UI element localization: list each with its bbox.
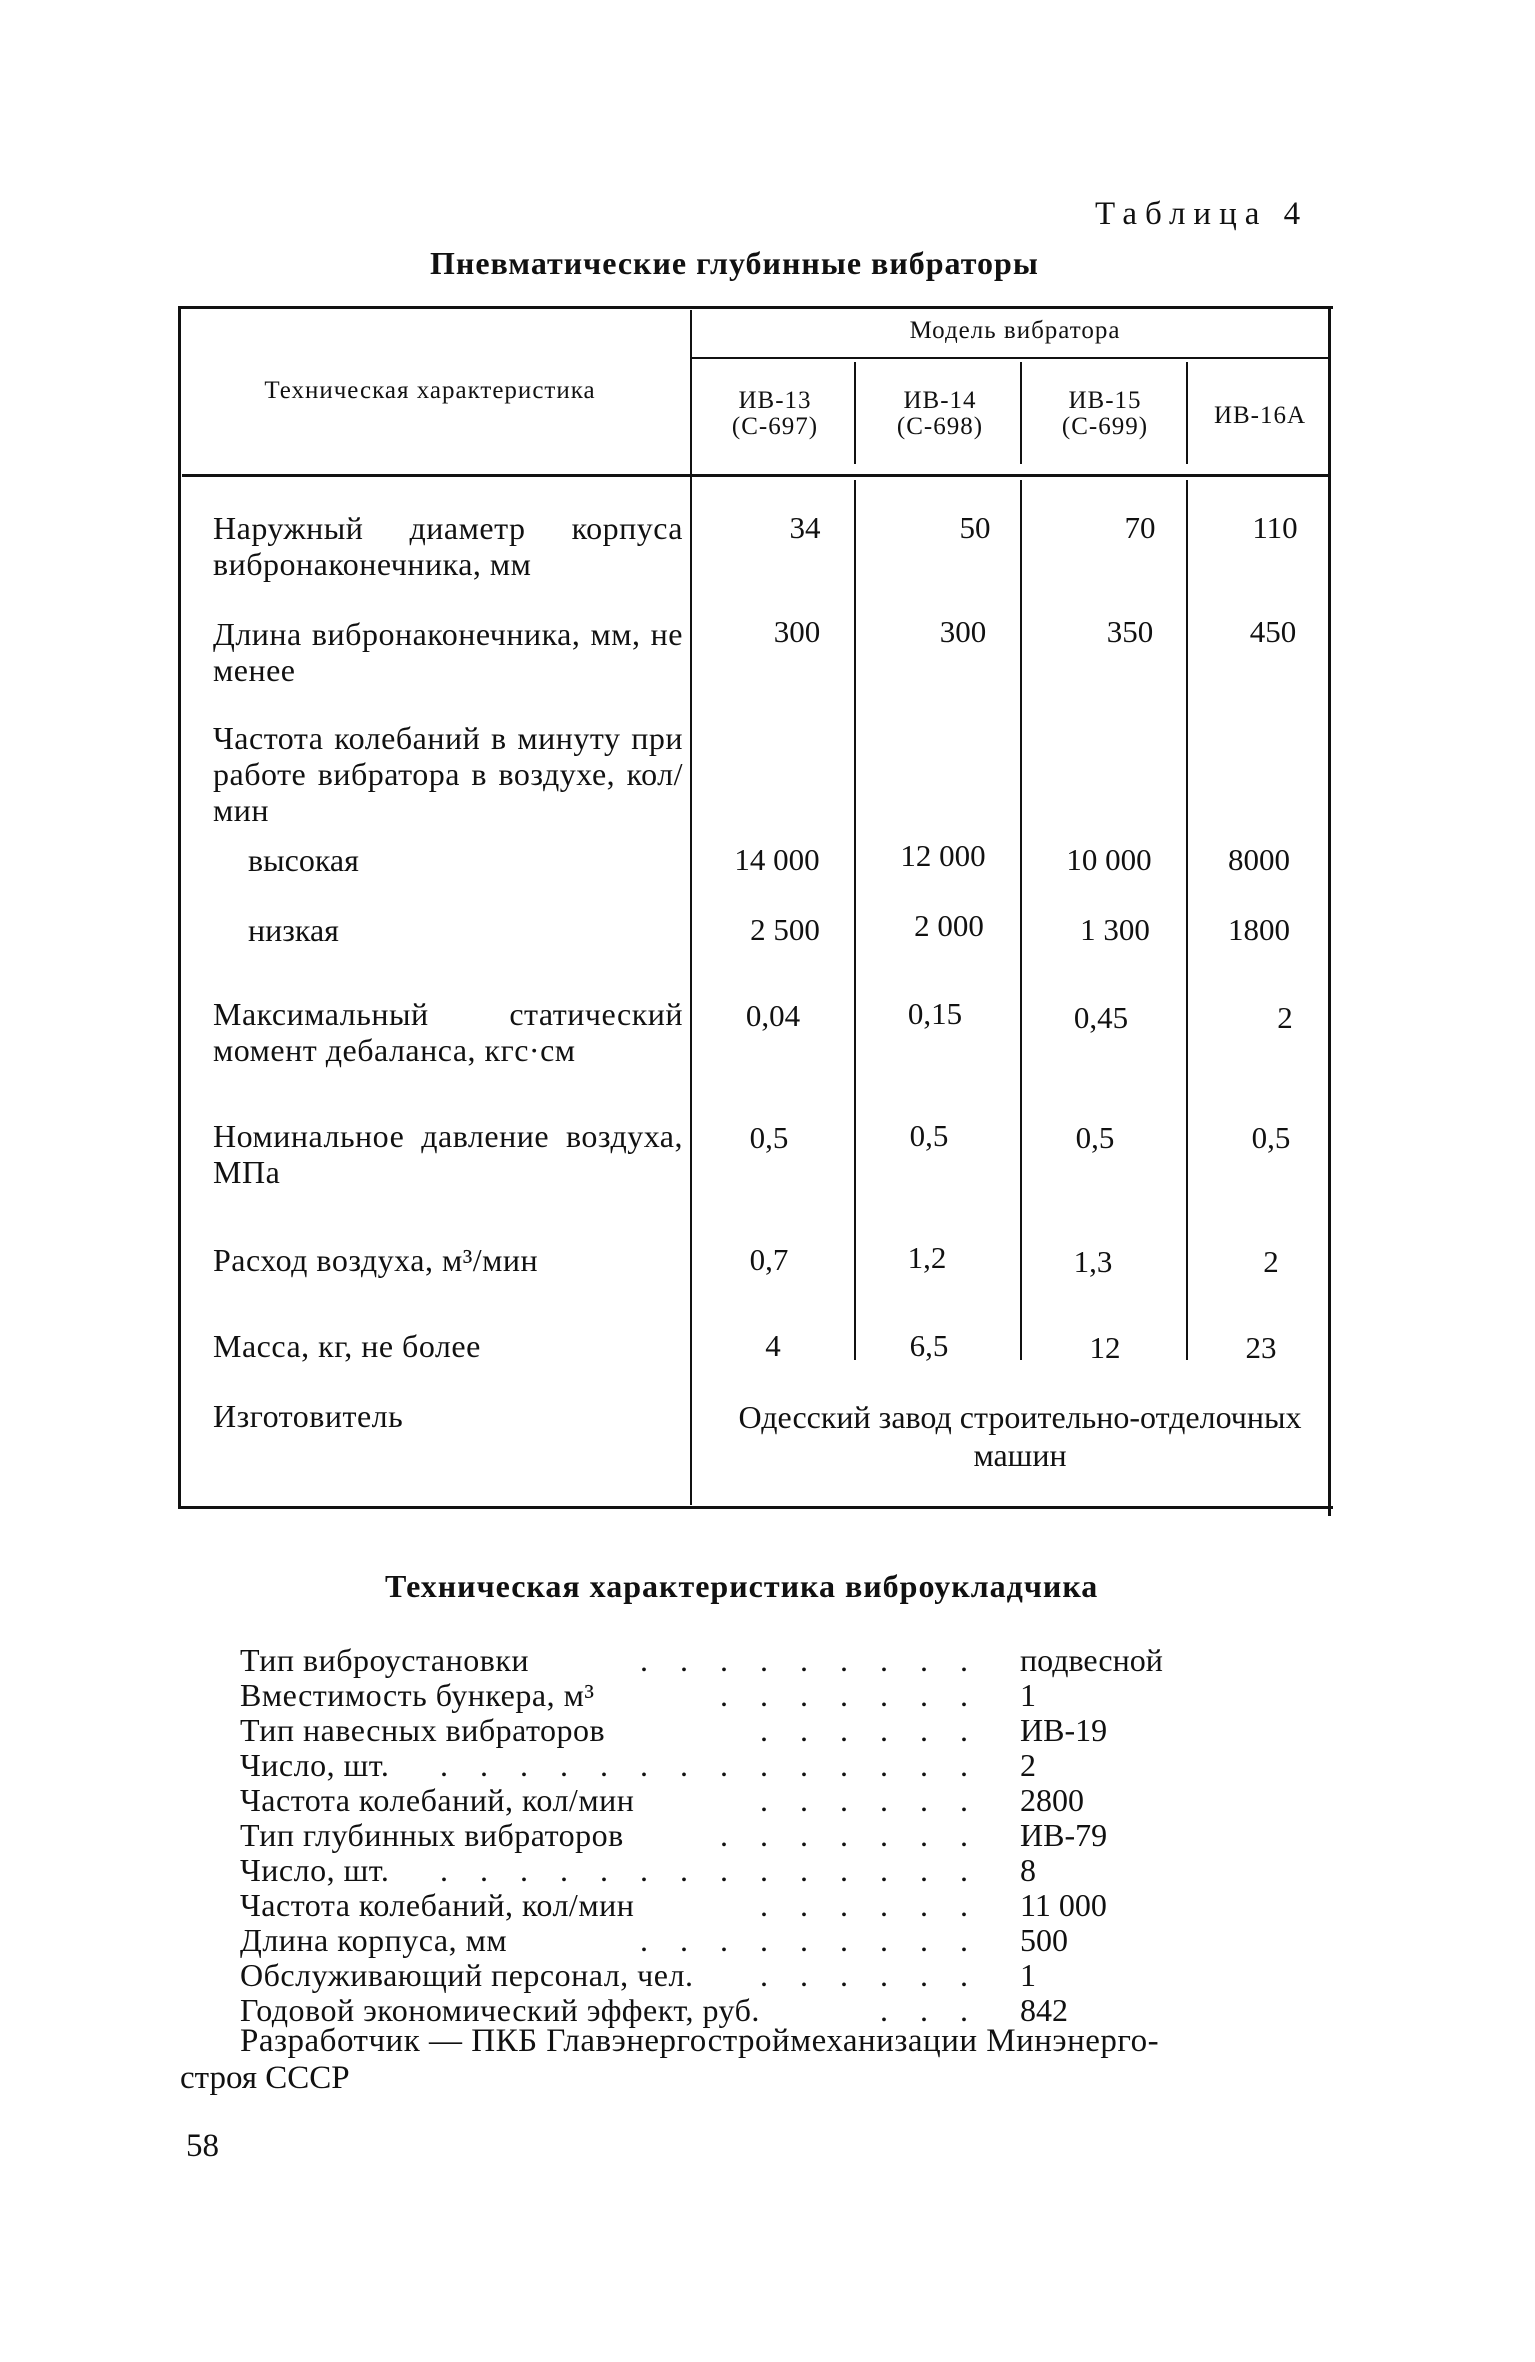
header-model-group: Модель вибратора xyxy=(909,317,1121,344)
cell: 2 000 xyxy=(914,908,984,943)
header-model-3 xyxy=(1030,388,1180,440)
manufacturer-cell: Одесский завод строительно-отделочных машин xyxy=(738,1399,1302,1473)
row-label: Расход воздуха, м³/мин xyxy=(213,1242,539,1278)
row-label: Наружный диаметр корпуса вибронаконечника, мм xyxy=(213,510,683,582)
model-name: ИВ-14 xyxy=(903,387,977,414)
cell: 23 xyxy=(1245,1330,1277,1365)
dot-leader: . . . . . . . . . xyxy=(640,1642,980,1678)
row-label: Длина вибронаконечника, мм, не менее xyxy=(213,616,683,688)
spec-value: 500 xyxy=(1020,1922,1068,1958)
dot-leader: . . . xyxy=(880,1992,980,2028)
page-number: 58 xyxy=(186,2128,219,2164)
row-label: высокая xyxy=(248,842,359,878)
spec-label: Тип глубинных вибраторов xyxy=(240,1817,624,1853)
cell: 0,5 xyxy=(749,1120,789,1155)
cell: 12 xyxy=(1089,1330,1121,1365)
spec-row xyxy=(240,1747,1180,1783)
row-label: Частота колебаний в минуту при работе вибратора в воздухе, кол/мин xyxy=(213,720,683,828)
spec-label: Длина корпуса, мм xyxy=(240,1922,508,1958)
spec-label: Тип виброустановки xyxy=(240,1642,529,1678)
spec-value: 2 xyxy=(1020,1747,1036,1783)
spec-value: 842 xyxy=(1020,1992,1068,2028)
dot-leader: . . . . . . . . . . . . . . xyxy=(440,1852,980,1888)
dot-leader: . . . . . . xyxy=(760,1887,980,1923)
row-label: Изготовитель xyxy=(213,1398,404,1434)
spec-label: Число, шт. xyxy=(240,1747,390,1783)
row-label: Масса, кг, не более xyxy=(213,1328,481,1364)
model-name: ИВ-15 xyxy=(1068,387,1142,414)
row-label: низкая xyxy=(248,912,339,948)
cell: 50 xyxy=(959,510,991,545)
cell: 110 xyxy=(1252,510,1298,545)
dot-leader: . . . . . . . . . . . . . . xyxy=(440,1747,980,1783)
spec-label: Вместимость бункера, м³ xyxy=(240,1677,595,1713)
model-code: (С-698) xyxy=(896,413,984,440)
model-name: ИВ-13 xyxy=(738,387,812,414)
spec-value: 1 xyxy=(1020,1957,1036,1993)
cell: 1,2 xyxy=(907,1240,947,1275)
spec-row xyxy=(240,1922,1180,1958)
spec-label: Тип навесных вибраторов xyxy=(240,1712,606,1748)
spec-label: Годовой экономический эффект, руб. xyxy=(240,1992,760,2028)
spec-value: ИВ-19 xyxy=(1020,1712,1108,1748)
cell: 2 500 xyxy=(750,912,820,947)
cell: 0,5 xyxy=(909,1118,949,1153)
spec-row xyxy=(240,1642,1180,1678)
cell: 1800 xyxy=(1228,912,1290,947)
spec-row xyxy=(240,1887,1180,1923)
cell: 14 000 xyxy=(734,842,820,877)
spec-row xyxy=(240,1852,1180,1888)
cell: 8000 xyxy=(1228,842,1290,877)
spec-value: подвесной xyxy=(1020,1642,1163,1678)
spec-row xyxy=(240,1817,1180,1853)
cell: 2 xyxy=(1277,1000,1293,1035)
cell: 34 xyxy=(789,510,821,545)
dot-leader: . . . . . . . xyxy=(720,1817,980,1853)
spec-label: Число, шт. xyxy=(240,1852,390,1888)
header-model-2 xyxy=(865,388,1015,440)
cell: 10 000 xyxy=(1066,842,1152,877)
spec-row xyxy=(240,1957,1180,1993)
cell: 0,45 xyxy=(1073,1000,1129,1035)
header-model-1 xyxy=(700,388,850,440)
developer-line-2: строя СССР xyxy=(180,2060,350,2096)
spec-label: Обслуживающий персонал, чел. xyxy=(240,1957,694,1993)
cell: 0,5 xyxy=(1251,1120,1291,1155)
spec-value: ИВ-79 xyxy=(1020,1817,1108,1853)
cell: 1 300 xyxy=(1080,912,1150,947)
cell: 12 000 xyxy=(900,838,986,873)
spec-title: Техническая характеристика виброукладчика xyxy=(385,1568,1099,1604)
developer-line-1: Разработчик — ПКБ Главэнергостроймеханизации Минэнерго- xyxy=(240,2023,1160,2059)
cell: 4 xyxy=(765,1328,781,1363)
cell: 1,3 xyxy=(1073,1244,1113,1279)
spec-row xyxy=(240,1712,1180,1748)
model-name: ИВ-16А xyxy=(1213,402,1307,429)
spec-value: 2800 xyxy=(1020,1782,1084,1818)
table-label: Таблица 4 xyxy=(1095,196,1309,232)
cell: 70 xyxy=(1124,510,1156,545)
spec-label: Частота колебаний, кол/мин xyxy=(240,1887,635,1923)
cell: 0,5 xyxy=(1075,1120,1115,1155)
cell: 6,5 xyxy=(909,1328,949,1363)
cell: 300 xyxy=(773,614,821,649)
dot-leader: . . . . . . xyxy=(760,1957,980,1993)
row-label: Номинальное давление воздуха, МПа xyxy=(213,1118,683,1190)
cell: 300 xyxy=(939,614,987,649)
row-label: Максимальный статический момент дебаланса, кгс·см xyxy=(213,996,683,1068)
spec-value: 11 000 xyxy=(1020,1887,1107,1923)
cell: 2 xyxy=(1263,1244,1279,1279)
cell: 350 xyxy=(1106,614,1154,649)
header-characteristic: Техническая характеристика xyxy=(264,377,596,404)
dot-leader: . . . . . . xyxy=(760,1782,980,1818)
dot-leader: . . . . . . xyxy=(760,1712,980,1748)
model-code: (С-699) xyxy=(1061,413,1149,440)
cell: 0,7 xyxy=(749,1242,789,1277)
spec-value: 8 xyxy=(1020,1852,1036,1888)
spec-label: Частота колебаний, кол/мин xyxy=(240,1782,635,1818)
cell: 0,15 xyxy=(907,996,963,1031)
model-code: (С-697) xyxy=(731,413,819,440)
cell: 0,04 xyxy=(745,998,801,1033)
spec-row xyxy=(240,1782,1180,1818)
table-title: Пневматические глубинные вибраторы xyxy=(430,245,1039,281)
dot-leader: . . . . . . . xyxy=(720,1677,980,1713)
spec-row xyxy=(240,1677,1180,1713)
spec-value: 1 xyxy=(1020,1677,1036,1713)
header-model-4 xyxy=(1190,403,1330,429)
dot-leader: . . . . . . . . . xyxy=(640,1922,980,1958)
cell: 450 xyxy=(1249,614,1297,649)
